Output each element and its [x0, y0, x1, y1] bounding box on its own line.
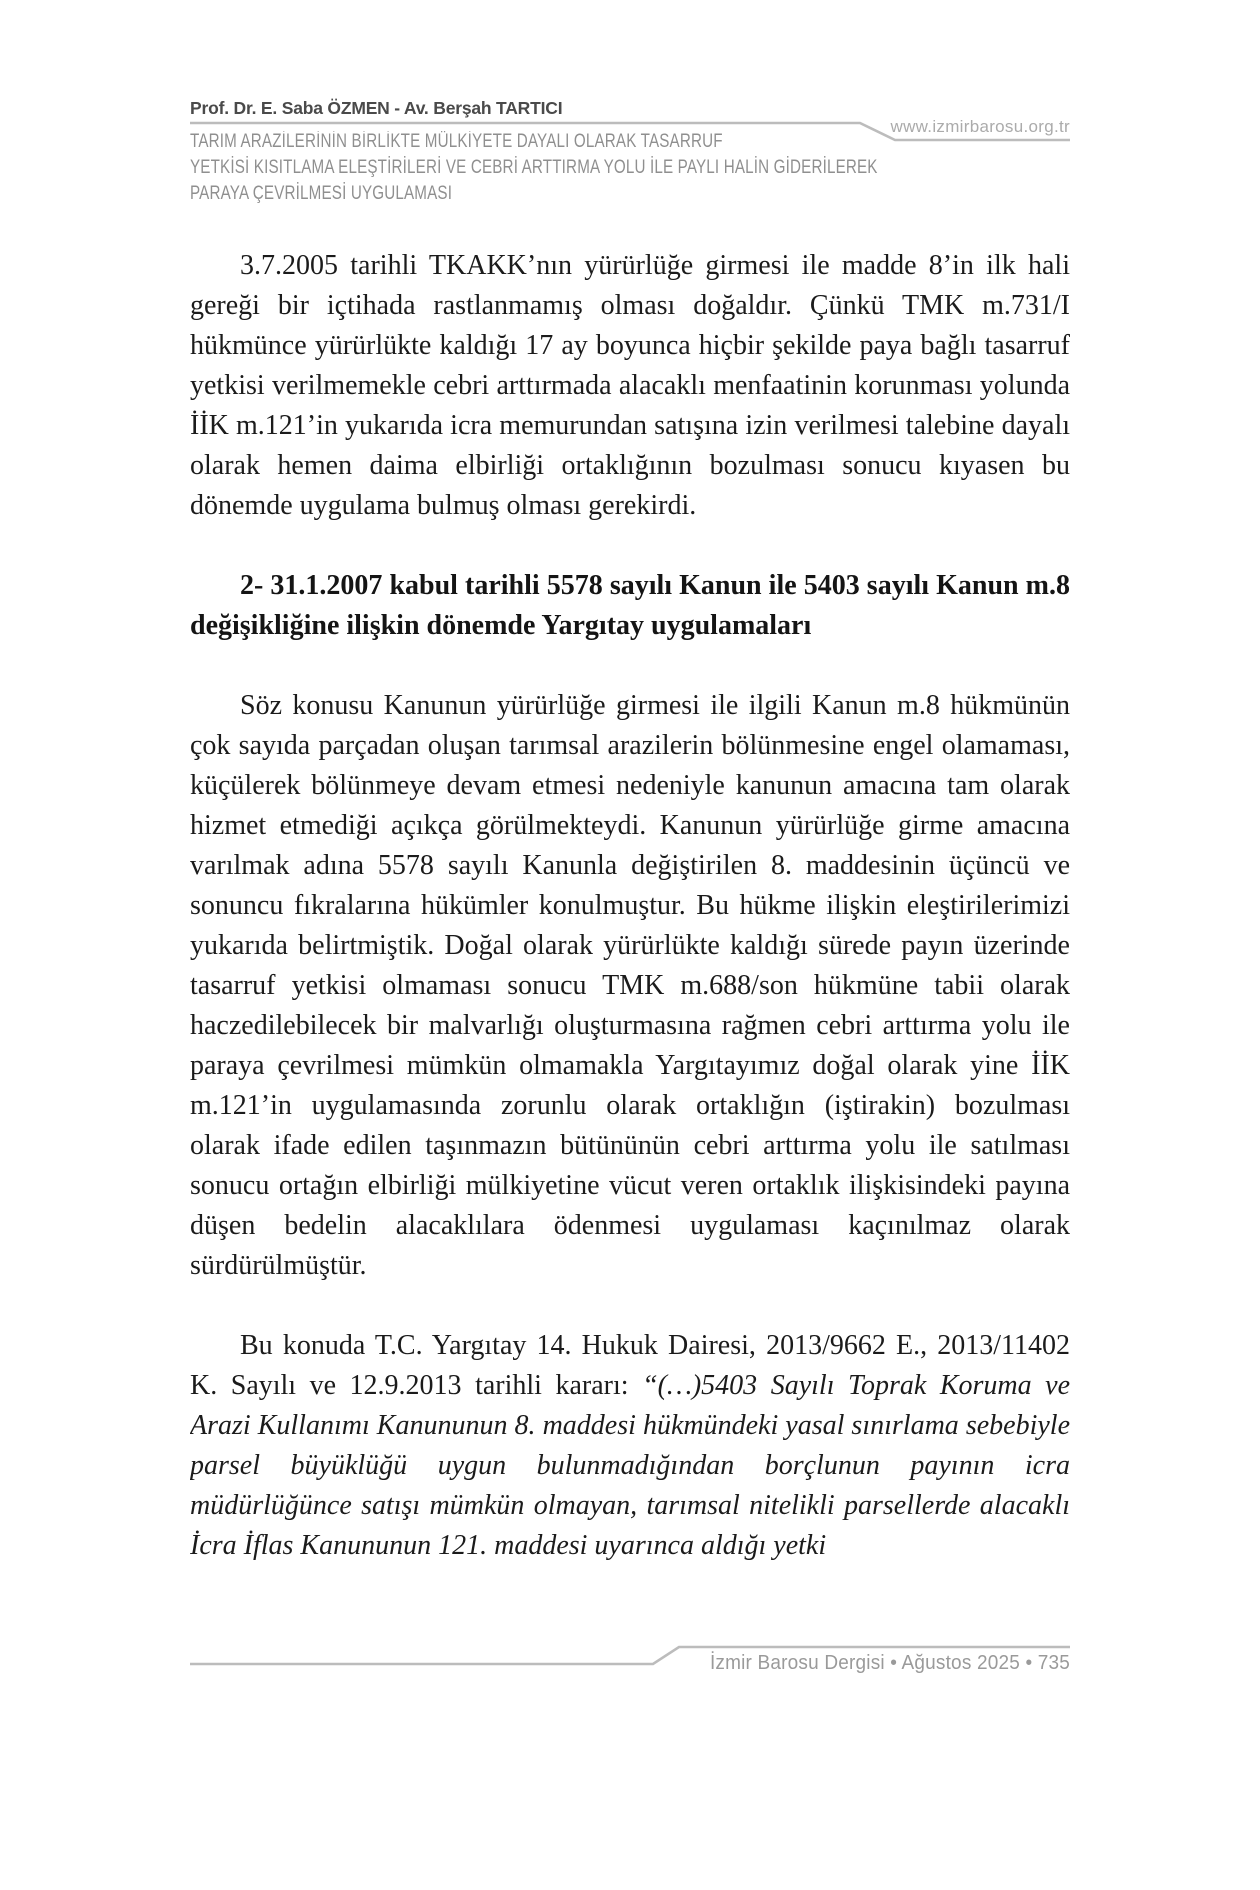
website-url: www.izmirbarosu.org.tr: [890, 117, 1070, 136]
article-title-line-3: PARAYA ÇEVRİLMESİ UYGULAMASI: [190, 183, 453, 204]
paragraph-tkakk: 3.7.2005 tarihli TKAKK’nın yürürlüğe girmesi ile madde 8’in ilk hali gereği bir içtihada rastlanmamış olması doğaldır. Çünkü TMK m.731/I hükmünce yürürlükte kaldığı 17 ay boyunca hiçbir şekilde paya bağlı tasarruf yetkisi verilmemekle cebri arttırmada alacaklı menfaatinin korunması yolunda İİK m.121’in yukarıda icra memurundan satışına izin verilmesi talebine dayalı olarak hemen daima elbirliği ortaklığının bozulması sonucu kıyasen bu dönemde uygulama bulmuş olması gerekirdi.: [190, 250, 1070, 521]
section-heading-2: 2- 31.1.2007 kabul tarihli 5578 sayılı Kanun ile 5403 sayılı Kanun m.8 değişikliğine ilişkin dönemde Yargıtay uygulamaları: [190, 570, 1070, 641]
decision-citation-lead: Bu konuda T.C. Yargıtay 14. Hukuk Dairesi, 2013/9662 E., 2013/11402 K. Sayılı ve 12.9.2013 tarihli kararı:: [190, 1330, 1070, 1401]
article-title-line-2: YETKİSİ KISITLAMA ELEŞTİRİLERİ VE CEBRİ ARTTIRMA YOLU İLE PAYLI HALİN GİDERİLEREK: [190, 157, 878, 178]
article-title: [190, 129, 1070, 207]
article-body: [190, 246, 1070, 1646]
decision-quote-italic: “(…)5403 Sayılı Toprak Koruma ve Arazi Kullanımı Kanununun 8. maddesi hükmündeki yasal sınırlama sebebiyle parsel büyüklüğü uygun bulunmadığından borçlunun payının icra müdürlüğünce satışı mümkün olmayan, tarımsal nitelikli parsellerde alacaklı İcra İflas Kanununun 121. maddesi uyarınca aldığı yetki: [190, 1370, 1070, 1561]
journal-footer-line: İzmir Barosu Dergisi • Ağustos 2025 • 735: [709, 1652, 1070, 1674]
paragraph-yargitay-decision: [190, 1326, 1070, 1566]
author-names: Prof. Dr. E. Saba ÖZMEN - Av. Berşah TARTICI: [190, 98, 563, 118]
paragraph-kanun-m8: Söz konusu Kanunun yürürlüğe girmesi ile ilgili Kanun m.8 hükmünün çok sayıda parçadan oluşan tarımsal arazilerin bölünmesine engel olamaması, küçülerek bölünmeye devam etmesi nedeniyle kanunun amacına tam olarak hizmet etmediği açıkça görülmekteydi. Kanunun yürürlüğe girme amacına varılmak adına 5578 sayılı Kanunla değiştirilen 8. maddesinin üçüncü ve sonuncu fıkralarına hükümler konulmuştur. Bu hükme ilişkin eleştirilerimizi yukarıda belirtmiştik. Doğal olarak yürürlükte kaldığı sürede payın üzerinde tasarruf yetkisi olmaması sonucu TMK m.688/son hükmüne tabii olarak haczedilebilecek bir malvarlığı oluşturmasına rağmen cebri arttırma yolu ile paraya çevrilmesi mümkün olmamakla Yargıtayımız doğal olarak yine İİK m.121’in uygulamasında zorunlu olarak ortaklığın (iştirakin) bozulması olarak ifade edilen taşınmazın bütününün cebri arttırma yolu ile satılması sonucu ortağın elbirliği mülkiyetine vücut veren ortaklık ilişkisindeki payına düşen bedelin alacaklılara ödenmesi uygulaması kaçınılmaz olarak sürdürülmüştür.: [190, 690, 1070, 1281]
article-title-line-1: TARIM ARAZİLERİNİN BİRLİKTE MÜLKİYETE DAYALI OLARAK TASARRUF: [190, 131, 723, 152]
